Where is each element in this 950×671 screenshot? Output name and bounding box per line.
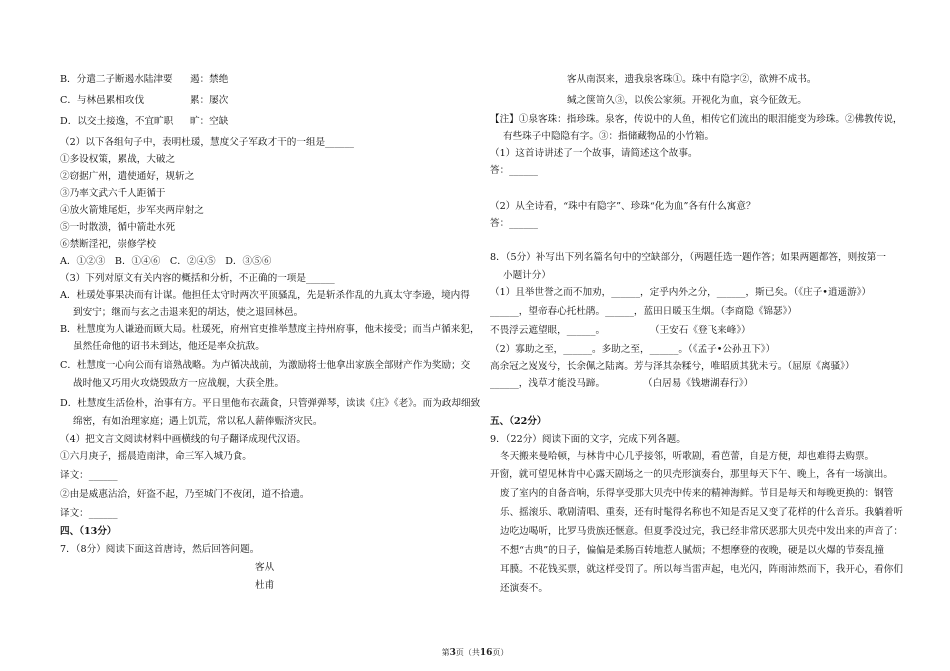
fill-line-5: 高余冠之岌岌兮，长余佩之陆离。芳与泽其杂糅兮，唯昭质其犹未亏。（屈原《离骚》） bbox=[490, 361, 855, 372]
answer-1: 答：______ bbox=[490, 165, 538, 176]
page-footer bbox=[0, 648, 950, 659]
total-pages: 16 bbox=[479, 648, 493, 658]
poem-line-1: 客从南溟来，遗我泉客珠①。珠中有隐字②，欲辨不成书。 bbox=[567, 74, 817, 85]
footer-prefix: 第 bbox=[441, 648, 450, 657]
answer-2: 答：______ bbox=[490, 218, 538, 229]
text-line-7: 耳膜。不花钱买票，就这样受罚了。所以每当雷声起，电光闪，阵雨沛然而下，我开心，看你们 bbox=[500, 564, 903, 575]
note-line-2: 有些珠子中隐隐有字。③：指储藏物品的小竹箱。 bbox=[503, 131, 715, 142]
note-line-1: 【注】①泉客珠：指珍珠。泉客，传说中的人鱼，相传它们流出的眼泪能变为珍珠。②佛教传说， bbox=[490, 114, 903, 125]
q3-option-c-line2: 战时他又巧用火攻烧毁敌方一应战舰，大获全胜。 bbox=[73, 378, 285, 389]
question-8-line1: 8．（5分）补写出下列名篇名句中的空缺部分，（两题任选一题作答；如果两题都答，则按第一 bbox=[490, 252, 886, 263]
q3-option-d-line2: 绵密，有如治理家庭；遇上饥荒，常以私人薪俸赈济灾民。 bbox=[73, 416, 323, 427]
sentence-3: ③乃率文武六千人距循于 bbox=[60, 188, 166, 199]
q7-subquestion-1: （1）这首诗讲述了一个故事，请简述这个故事。 bbox=[490, 148, 698, 159]
q3-option-a-line1: A．杜瑗处事果决而有计谋。他担任太守时两次平顶骚乱，先是斩杀作乱的九真太守李逊，境内得 bbox=[60, 290, 470, 301]
option-b-note: 遏：禁绝 bbox=[190, 74, 229, 85]
option-d: D．以交土接逸，不宜旷职 bbox=[60, 116, 174, 127]
fill-line-4: （2）寡助之至，______。多助之至，______。（《孟子•公孙丑下》） bbox=[490, 344, 776, 355]
footer-suffix: 页） bbox=[492, 648, 509, 657]
poem-author: 杜甫 bbox=[255, 580, 275, 591]
question-4: （4）把文言文阅读材料中画横线的句子翻译成现代汉语。 bbox=[60, 434, 306, 445]
q3-option-d-line1: D．杜慧度生活俭朴，治事有方。平日里他布衣蔬食，只管弹弹琴，读读《庄》《老》。而为政却细致 bbox=[60, 398, 481, 409]
sentence-6: ⑥禁断淫祀，崇修学校 bbox=[60, 239, 156, 250]
text-line-8: 还演奏不。 bbox=[500, 583, 548, 594]
option-c: C．与林邑累相攻伐 bbox=[60, 95, 145, 106]
translation-2: 译文：______ bbox=[60, 508, 118, 519]
q3-option-b-line2: 虽然任命他的诏书未到达，他还是率众抗敌。 bbox=[73, 341, 265, 352]
question-7: 7．（8分）阅读下面这首唐诗，然后回答问题。 bbox=[60, 544, 260, 555]
section-5-heading: 五、（22分） bbox=[490, 416, 547, 427]
fill-line-1: （1）且举世誉之而不加劝，______，定乎内外之分，______，斯已矣。（《庄子•逍遥游》） bbox=[490, 287, 872, 298]
fill-line-6-source: （白居易《钱塘湖春行》） bbox=[643, 378, 754, 389]
text-line-3: 废了室内的自备音响，乐得享受那大贝壳中传来的精神海鲜。节目是每天和每晚更换的：钢管 bbox=[500, 488, 894, 499]
question-2: （2）以下各组句子中，表明杜瑗，慧度父子军政才干的一组是______ bbox=[60, 137, 354, 148]
q7-subquestion-2: （2）从全诗看，“珠中有隐字”、珍珠“化为血”各有什么寓意？ bbox=[490, 201, 756, 212]
text-line-6: 不想“古典”的日子，偏偏是柔肠百转地惹人腻烦；不想摩登的夜晚，硬是以火爆的节奏乱撞 bbox=[500, 545, 884, 556]
text-line-4: 乐、摇滚乐、歌剧清唱、重奏，还有时髦得名称也不知是否足又变了花样的什么音乐。我躺着听 bbox=[500, 507, 903, 518]
fill-line-3-source: （王安石《登飞来峰》） bbox=[650, 325, 751, 336]
q3-option-a-line2: 到安宁；继而与玄之击退来犯的胡达，使之退回林邑。 bbox=[73, 307, 304, 318]
option-b: B．分遣二子断遏水陆津要 bbox=[60, 74, 173, 85]
sentence-1: ①多设权策，累战，大破之 bbox=[60, 154, 176, 165]
fill-line-3: 不畏浮云遮望眼，______。 bbox=[490, 325, 606, 336]
sentence-5: ⑤一时散溃，循中箭赴水死 bbox=[60, 222, 176, 233]
question-2-options: A．①②③ B．①④⑥ C．②④⑤ D．③⑤⑥ bbox=[60, 256, 272, 267]
page-number: 3 bbox=[449, 648, 456, 658]
section-4-heading: 四、（13分） bbox=[60, 526, 117, 537]
translation-1: 译文：______ bbox=[60, 470, 118, 481]
q4-sentence-2: ②由是威惠沾洽，奸盗不起，乃至城门不夜闭，道不拾遗。 bbox=[60, 489, 310, 500]
option-c-note: 累：屡次 bbox=[190, 95, 229, 106]
question-8-line2: 小题计分） bbox=[503, 270, 551, 281]
fill-line-2: ______，望帝春心托杜鹃。______，蓝田日暖玉生烟。（李商隐《锦瑟》） bbox=[490, 306, 797, 317]
text-line-5: 边吃边喝听，比罗马贵族还惬意。但夏季没过完，我已经非常厌恶那大贝壳中发出来的声音了： bbox=[500, 526, 903, 537]
q3-option-b-line1: B．杜慧度为人谦逊而顾大局。杜瑗死，府州官吏推举慧度主持州府事，他未接受；而当卢循来犯， bbox=[60, 324, 480, 335]
sentence-4: ④放火箭雉尾炬，步军夹两岸射之 bbox=[60, 205, 204, 216]
poem-title: 客从 bbox=[255, 562, 275, 573]
fill-line-6: ______，浅草才能没马蹄。 bbox=[490, 378, 606, 389]
sentence-2: ②窃据广州，遣使通好，规斩之 bbox=[60, 171, 195, 182]
footer-middle: 页（共 bbox=[455, 648, 480, 657]
q3-option-c-line1: C．杜慧度一心向公而有谙熟战略。为卢循决战前，为激励将士他拿出家族全部财产作为奖励；交 bbox=[60, 360, 471, 371]
q4-sentence-1: ①六月庚子，摇晨造南津，命三军入城乃食。 bbox=[60, 451, 252, 462]
text-line-2: 开窗，就可望见林肯中心露天剧场之一的贝壳形演奏台，那里每天下午、晚上，各有一场演出。 bbox=[490, 469, 893, 480]
option-d-note: 旷：空缺 bbox=[190, 116, 229, 127]
poem-line-2: 缄之箧笥久③，以俟公家须。开视化为血，哀今征敛无。 bbox=[567, 95, 807, 106]
text-line-1: 冬天搬来曼哈顿，与林肯中心几乎接邻，听歌剧，看芭蕾，自是方便，却也难得去购票。 bbox=[500, 451, 875, 462]
question-9: 9．（22分）阅读下面的文字，完成下列各题。 bbox=[490, 434, 686, 445]
question-3: （3）下列对原文有关内容的概括和分析，不正确的一项是______ bbox=[60, 273, 335, 284]
